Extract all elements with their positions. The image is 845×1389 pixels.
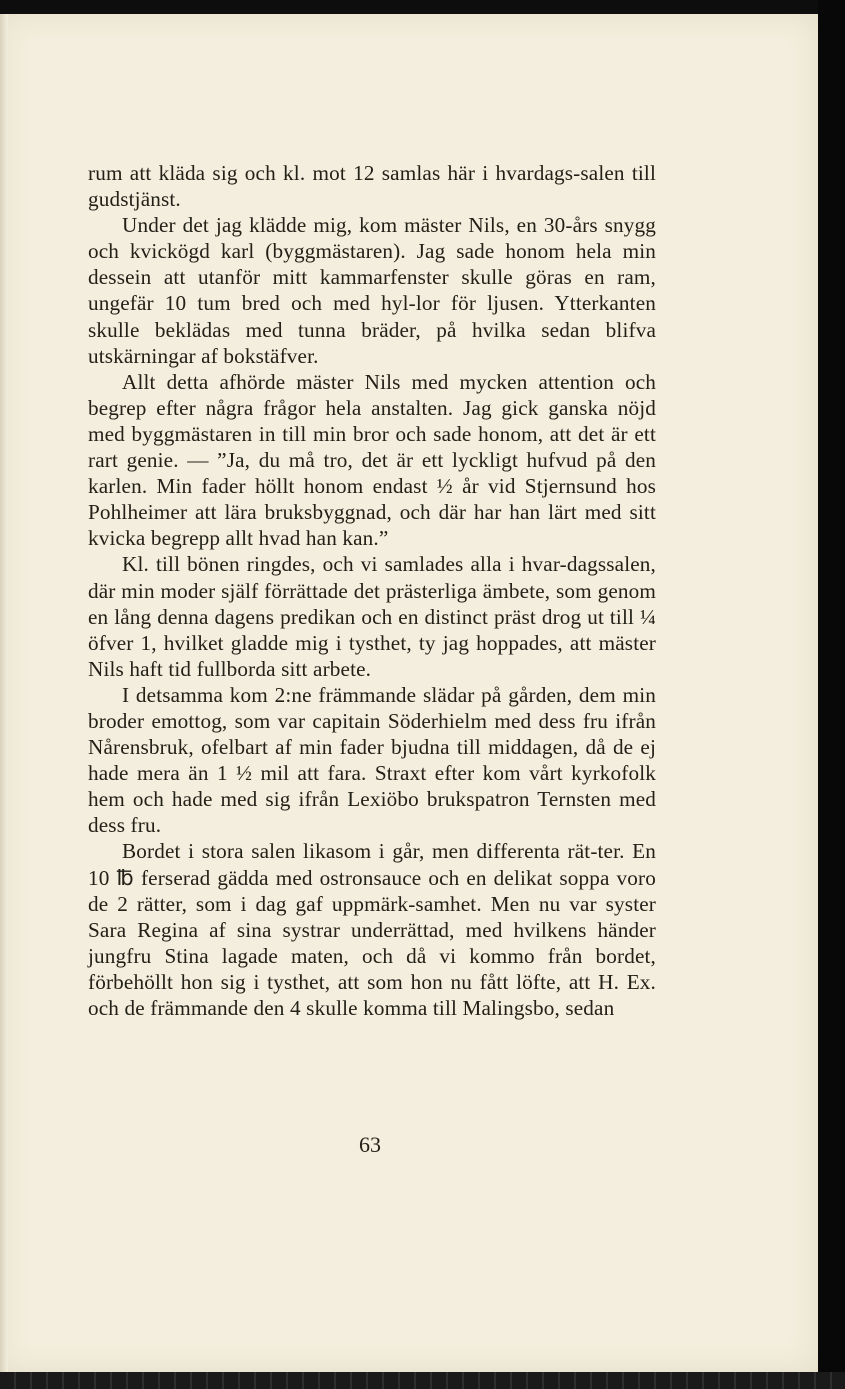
page-edge (0, 14, 8, 1372)
paragraph-2: Under det jag klädde mig, kom mäster Nils, en 30-års snygg och kvickögd karl (byggmästaren). Jag sade honom hela min dessein att utanför mitt kammarfenster skulle göras en ram, ungefär 10 tum bred och med hyl-lor för ljusen. Ytterkanten skulle beklädas med tunna bräder, på hvilka sedan blifva utskärningar af bokstäfver. (88, 213, 656, 368)
page-number: 63 (359, 1132, 381, 1157)
paragraph-4: Kl. till bönen ringdes, och vi samlades alla i hvar-dagssalen, där min moder själf förrättade det prästerliga ämbete, som genom en lång denna dagens predikan och en distinct präst drog ut till ¼ öfver 1, hvilket gladde mig i tysthet, ty jag hoppades, att mäster Nils haft tid fullborda sitt arbete. (88, 552, 656, 681)
body-text (88, 160, 656, 1021)
scan-border-right (818, 0, 845, 1389)
paragraph-1: rum att kläda sig och kl. mot 12 samlas här i hvardags-salen till gudstjänst. (88, 161, 656, 212)
scan-border-bottom (0, 1372, 845, 1389)
paragraph-6: Bordet i stora salen likasom i går, men differenta rät-ter. En 10 ℔ ferserad gädda med ostronsauce och en delikat soppa voro de 2 rätter, som i dag gaf uppmärk-samhet. Men nu var syster Sara Regina af sina systrar underrättad, med hvilkens händer jungfru Stina lagade maten, och då vi kommo från bordet, förbehöllt hon sig i tysthet, att som hon nu fått löfte, att H. Ex. och de främmande den 4 skulle komma till Malingsbo, sedan (88, 839, 656, 1020)
paragraph-3: Allt detta afhörde mäster Nils med mycken attention och begrep efter några frågor hela anstalten. Jag gick ganska nöjd med byggmästaren in till min bror och sade honom, att det är ett rart genie. — ”Ja, du må tro, det är ett lyckligt hufvud på den karlen. Min fader höllt honom endast ½ år vid Stjernsund hos Pohlheimer att lära bruksbyggnad, och där har han lärt med sitt kvicka begrepp allt hvad han kan.” (88, 369, 656, 551)
paragraph-5: I detsamma kom 2:ne främmande slädar på gården, dem min broder emottog, som var capitain Söderhielm med dess fru ifrån Nårensbruk, ofelbart af min fader bjudna till middagen, då de ej hade mera än 1 ½ mil att fara. Straxt efter kom vårt kyrkofolk hem och hade med sig ifrån Lexiöbo brukspatron Ternsten med dess fru. (88, 682, 656, 838)
